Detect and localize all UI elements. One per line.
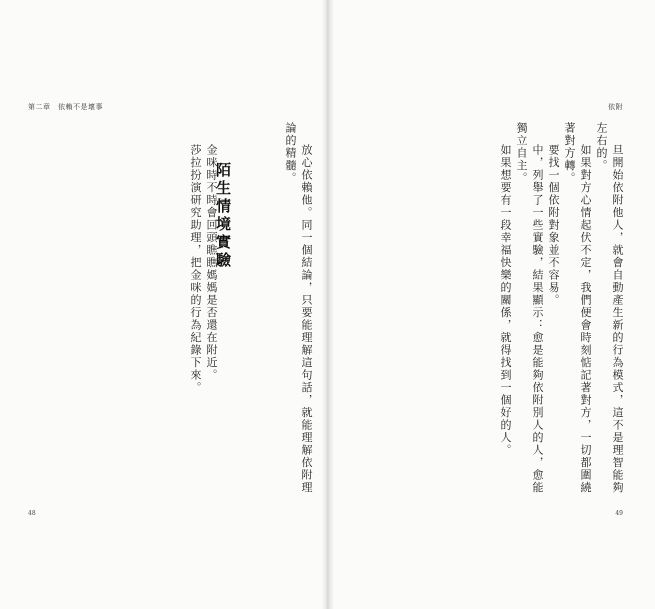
- left-tail-paragraph: 放心依賴他。同一個結論，只要能理解這句話，就能理解依附理論的精髓。: [284, 122, 313, 494]
- left-page-number: 48: [28, 510, 36, 517]
- right-paragraph: 要找一個依附對象並不容易。: [547, 144, 560, 307]
- right-running-header: 依附: [608, 103, 623, 111]
- left-body-text-tail: [244, 122, 314, 500]
- left-running-header: 第二章 依賴不是壞事: [28, 103, 103, 111]
- right-body-text: [338, 122, 625, 500]
- left-paragraph: 莎拉扮演研究助理，把金咪的行為紀錄下來。: [189, 144, 202, 394]
- right-paragraph: 如果想要有一段幸福快樂的關係，就得找到一個好的人。: [499, 144, 512, 457]
- right-paragraph: 中，列舉了一些實驗，結果顯示：愈是能夠依附別人的人，愈能獨立自主。: [515, 122, 544, 494]
- left-body-text: [26, 122, 219, 500]
- right-paragraph: 如果對方心情起伏不定，我們便會時刻惦記著對方，一切都圍繞著對方轉。: [563, 122, 592, 494]
- book-gutter-shadow: [322, 0, 334, 609]
- right-page-number: 49: [615, 510, 623, 517]
- right-paragraph: 旦開始依附他人，就會自動產生新的行為模式，這不是理智能夠左右的。: [595, 122, 624, 494]
- section-title: 陌生情境實驗: [214, 162, 232, 270]
- left-paragraph: 金咪時不時會回頭瞧瞧媽媽是否還在附近。: [205, 144, 218, 382]
